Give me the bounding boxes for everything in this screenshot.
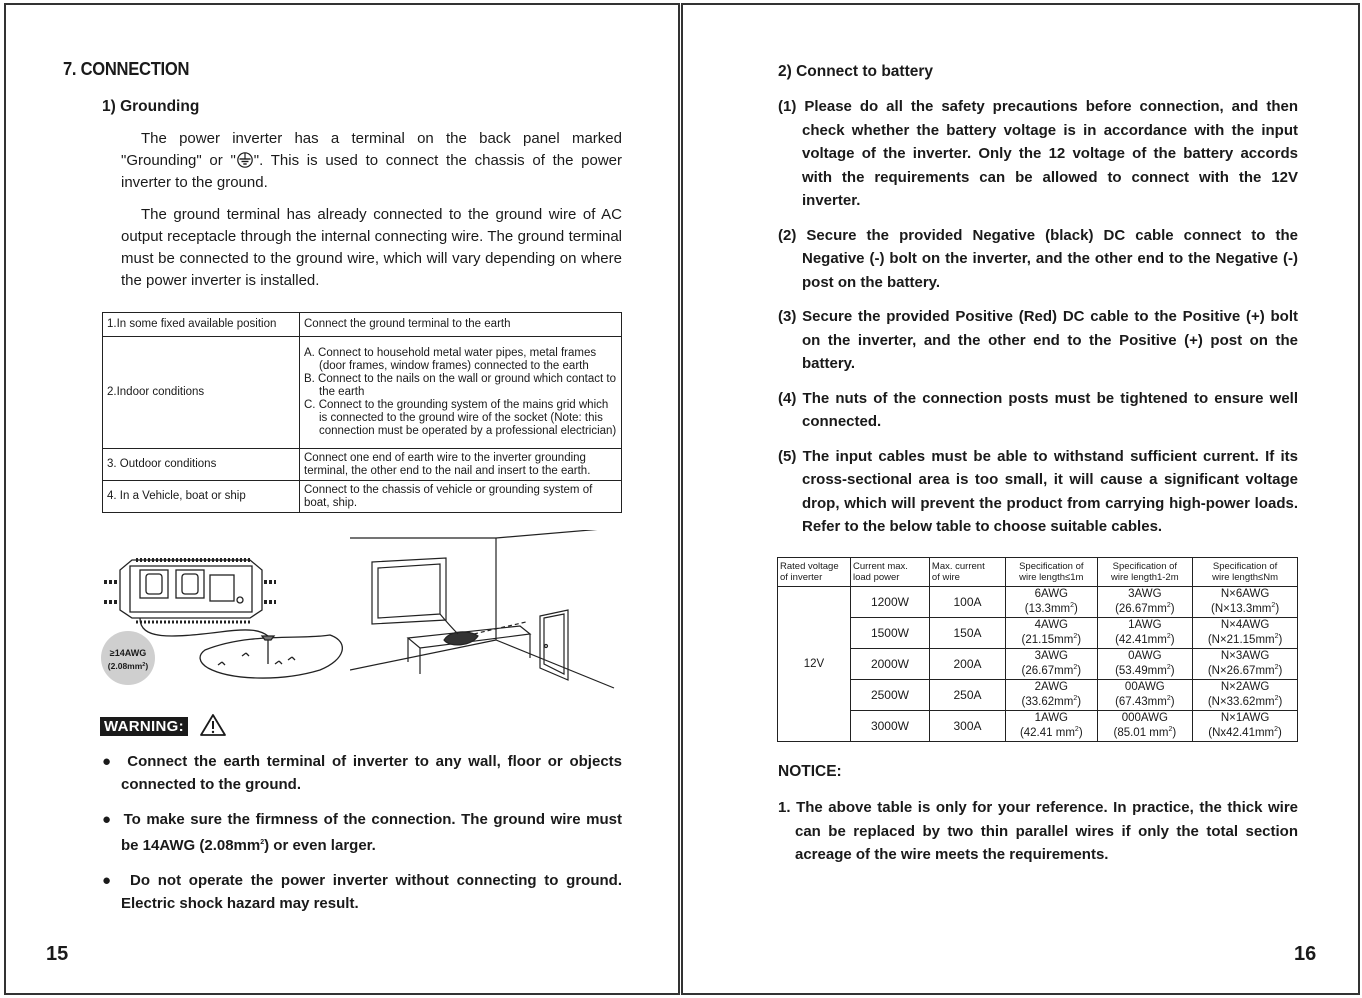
- warning-triangle-icon: [199, 713, 227, 737]
- spec-cell: 00AWG $(67.43mm^2)$: [1097, 680, 1193, 711]
- table-row: [778, 587, 1298, 618]
- notice-title: NOTICE:: [778, 763, 842, 780]
- table-row: [778, 711, 1298, 742]
- table-row: [778, 649, 1298, 680]
- table-row: [103, 337, 622, 449]
- table-row: [103, 449, 622, 481]
- spec-cell: 1AWG (42.41 $mm^2$): [1006, 711, 1097, 742]
- spec-cell: N×3AWG $(N\times 26.67mm^2)$: [1193, 649, 1298, 680]
- header-cell: Specification of wire length≤Nm: [1193, 558, 1298, 587]
- cable-spec-table: [777, 557, 1298, 742]
- table-header-row: [778, 558, 1298, 587]
- spec-cell: 3AWG $(26.67mm^2)$: [1006, 649, 1097, 680]
- inverter-grounding-illustration: [100, 540, 370, 690]
- table-cell-method: Connect one end of earth wire to the inverter grounding terminal, the other end to the nail and insert to the earth.: [300, 449, 622, 481]
- spec-cell: 2AWG $(33.62mm^2)$: [1006, 680, 1097, 711]
- power-cell: 1500W: [851, 618, 930, 649]
- spec-cell: 000AWG (85.01 $mm^2$): [1097, 711, 1193, 742]
- grounding-paragraph-2: The ground terminal has already connected to the ground wire of AC output receptacle through the internal connecting wire. The ground terminal must be connected to the ground wire, which will vary depending on where the power inverter is installed.: [121, 206, 622, 289]
- battery-step: (2) Secure the provided Negative (black) DC cable connect to the Negative (-) bolt on the inverter, and the other end to the Negative (-) post on the battery.: [778, 226, 1298, 291]
- table-cell-condition: 4. In a Vehicle, boat or ship: [103, 481, 300, 513]
- table-cell-method: Connect to the chassis of vehicle or grounding system of boat, ship.: [300, 481, 622, 513]
- grounding-paragraph-1: The power inverter has a terminal on the back panel marked "Grounding" or " ". This is used to connect the chassis of the power inverter to the ground.: [121, 130, 622, 191]
- battery-step: (4) The nuts of the connection posts must be tightened to ensure well connected.: [778, 389, 1298, 430]
- warning-list: [102, 750, 622, 927]
- table-cell-condition: 2.Indoor conditions: [103, 337, 300, 449]
- battery-step: (1) Please do all the safety precautions before connection, and then check whether the battery voltage is in accordance with the input voltage of the inverter. Only the 12 voltage of the battery accords with the requirements can be allowed to connect with the 12V inverter.: [778, 98, 1298, 209]
- table-cell-method: [300, 337, 622, 449]
- method-item: A. Connect to household metal water pipes, metal frames (door frames, window frames) connected to the earth: [304, 347, 597, 372]
- header-cell: Current max. load power: [851, 558, 930, 587]
- spec-cell: N×2AWG $(N\times 33.62mm^2)$: [1193, 680, 1298, 711]
- table-row: [778, 680, 1298, 711]
- spec-cell: 1AWG $(42.41mm^2)$: [1097, 618, 1193, 649]
- header-cell: Specification of wire length≤1m: [1006, 558, 1097, 587]
- current-cell: 300A: [929, 711, 1005, 742]
- room-grounding-illustration: [350, 530, 618, 692]
- spec-cell: 4AWG $(21.15mm^2)$: [1006, 618, 1097, 649]
- spec-cell: N×1AWG $(Nx42.41mm^2)$: [1193, 711, 1298, 742]
- spec-cell: N×4AWG $(N\times 21.15mm^2)$: [1193, 618, 1298, 649]
- warning-label: WARNING:: [100, 717, 188, 736]
- header-cell: Max. current of wire: [929, 558, 1005, 587]
- warning-item: ● Connect the earth terminal of inverter to any wall, floor or objects connected to the ground.: [102, 753, 622, 793]
- badge-area-label: $(2.08mm^2)$: [107, 661, 149, 671]
- battery-title: 2) Connect to battery: [778, 63, 934, 80]
- table-cell-condition: 3. Outdoor conditions: [103, 449, 300, 481]
- spec-cell: 0AWG $(53.49mm^2)$: [1097, 649, 1193, 680]
- table-row: [778, 618, 1298, 649]
- table-cell-method: Connect the ground terminal to the earth: [300, 313, 622, 337]
- header-cell: Rated voltage of inverter: [778, 558, 851, 587]
- current-cell: 200A: [929, 649, 1005, 680]
- table-row: [103, 481, 622, 513]
- grounding-table: [102, 312, 622, 513]
- spec-cell: 3AWG $(26.67mm^2)$: [1097, 587, 1193, 618]
- power-cell: 3000W: [851, 711, 930, 742]
- voltage-cell: 12V: [778, 587, 851, 742]
- table-cell-condition: 1.In some fixed available position: [103, 313, 300, 337]
- page-number-right: 16: [1294, 943, 1317, 965]
- battery-step: (3) Secure the provided Positive (Red) DC cable to the Positive (+) bolt on the inverter, and the other end to the Positive (+) post on the battery.: [778, 308, 1298, 372]
- current-cell: 150A: [929, 618, 1005, 649]
- spec-cell: N×6AWG $(N\times 13.3mm^2)$: [1193, 587, 1298, 618]
- method-item: C. Connect to the grounding system of the mains grid which is connected to the ground wire of the socket (Note: this connection must be operated by a professional electrician): [304, 399, 617, 437]
- method-item: B. Connect to the nails on the wall or ground which contact to the earth: [304, 373, 616, 398]
- power-cell: 2000W: [851, 649, 930, 680]
- current-cell: 250A: [929, 680, 1005, 711]
- warning-item: ● Do not operate the power inverter without connecting to ground. Electric shock hazard may result.: [102, 872, 622, 912]
- section-title: 7. CONNECTION: [63, 59, 190, 79]
- wire-gauge-badge: [101, 631, 155, 685]
- header-cell: Specification of wire length1-2m: [1097, 558, 1193, 587]
- battery-step: (5) The input cables must be able to withstand sufficient current. If its cross-sectional area is too small, it will cause a significant voltage drop, which will prevent the product from carrying high-power loads. Refer to the below table to choose suitable cables.: [778, 447, 1298, 535]
- power-cell: 2500W: [851, 680, 930, 711]
- notice-list: [778, 796, 1298, 867]
- warning-item: ● To make sure the firmness of the connection. The ground wire must be 14AWG $(2.08mm^2)$ or even larger.: [102, 811, 622, 854]
- grounding-title: 1) Grounding: [102, 98, 200, 115]
- battery-steps: [778, 95, 1298, 550]
- power-cell: 1200W: [851, 587, 930, 618]
- spec-cell: 6AWG $(13.3mm^2)$: [1006, 587, 1097, 618]
- badge-gauge-label: ≥14AWG: [109, 648, 147, 658]
- table-row: [103, 313, 622, 337]
- page-number-left: 15: [46, 943, 69, 965]
- ground-symbol-icon: [236, 152, 254, 168]
- grounding-text: [121, 128, 622, 302]
- notice-item: 1. The above table is only for your reference. In practice, the thick wire can be replaced by two thin parallel wires if only the total section acreage of the wire meets the requirements.: [778, 799, 1298, 863]
- current-cell: 100A: [929, 587, 1005, 618]
